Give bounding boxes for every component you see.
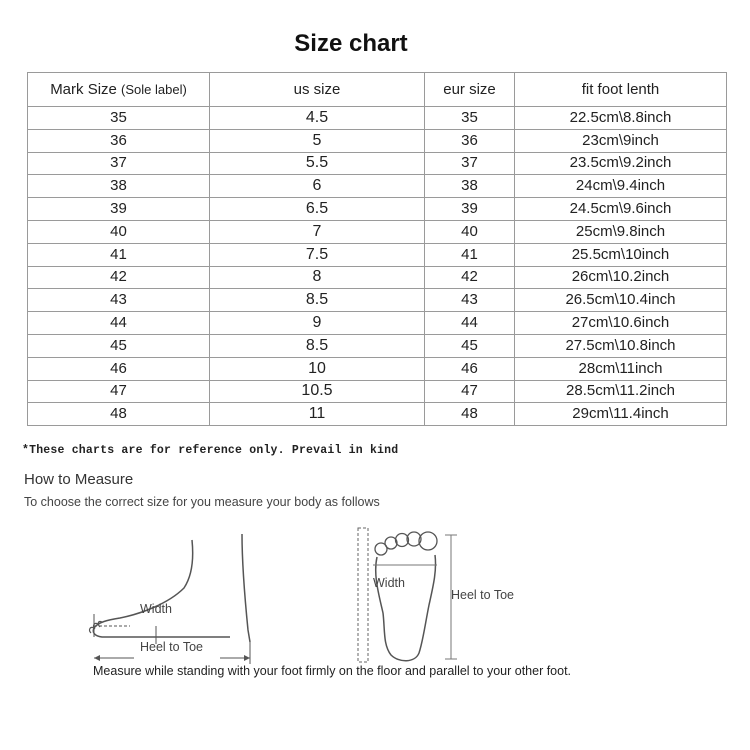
cell-fit-foot-length: 27.5cm\10.8inch	[515, 334, 727, 357]
header-sole-label: (Sole label)	[121, 81, 187, 97]
table-row	[28, 312, 727, 335]
table-row	[28, 152, 727, 175]
cell-fit-foot-length: 28.5cm\11.2inch	[515, 380, 727, 403]
cell-fit-foot-length: 24.5cm\9.6inch	[515, 198, 727, 221]
header-mark-size-label: Mark Size	[50, 80, 122, 98]
cell-us-size: 8	[210, 266, 425, 289]
cell-mark-size: 35	[28, 107, 210, 130]
table-row	[28, 107, 727, 130]
cell-mark-size: 40	[28, 220, 210, 243]
cell-eur-size: 47	[425, 380, 515, 403]
cell-us-size: 4.5	[210, 107, 425, 130]
cell-us-size: 6.5	[210, 198, 425, 221]
how-to-subtitle: To choose the correct size for you measure your body as follows	[24, 495, 380, 509]
cell-fit-foot-length: 26.5cm\10.4inch	[515, 289, 727, 312]
header-us-size: us size	[210, 73, 425, 107]
table-row	[28, 403, 727, 426]
cell-fit-foot-length: 25cm\9.8inch	[515, 220, 727, 243]
cell-eur-size: 36	[425, 129, 515, 152]
cell-fit-foot-length: 26cm\10.2inch	[515, 266, 727, 289]
page-title: Size chart	[294, 30, 408, 57]
cell-us-size: 6	[210, 175, 425, 198]
cell-mark-size: 45	[28, 334, 210, 357]
table-row	[28, 266, 727, 289]
sole-length-label: Heel to Toe	[451, 588, 515, 602]
cell-eur-size: 40	[425, 220, 515, 243]
cell-us-size: 7	[210, 220, 425, 243]
cell-us-size: 11	[210, 403, 425, 426]
table-row	[28, 198, 727, 221]
table-row	[28, 334, 727, 357]
cell-mark-size: 37	[28, 152, 210, 175]
table-row	[28, 175, 727, 198]
cell-us-size: 9	[210, 312, 425, 335]
cell-fit-foot-length: 22.5cm\8.8inch	[515, 107, 727, 130]
table-row	[28, 357, 727, 380]
sole-width-label: Width	[373, 576, 405, 590]
cell-mark-size: 48	[28, 403, 210, 426]
cell-mark-size: 47	[28, 380, 210, 403]
cell-mark-size: 43	[28, 289, 210, 312]
cell-us-size: 5.5	[210, 152, 425, 175]
cell-fit-foot-length: 25.5cm\10inch	[515, 243, 727, 266]
cell-mark-size: 39	[28, 198, 210, 221]
how-to-heading: How to Measure	[24, 471, 134, 488]
cell-fit-foot-length: 29cm\11.4inch	[515, 403, 727, 426]
side-length-label: Heel to Toe	[140, 640, 204, 654]
size-table	[27, 72, 727, 426]
cell-fit-foot-length: 27cm\10.6inch	[515, 312, 727, 335]
reference-note: *These charts are for reference only. Prevail in kind	[22, 444, 399, 457]
cell-fit-foot-length: 28cm\11inch	[515, 357, 727, 380]
cell-fit-foot-length: 24cm\9.4inch	[515, 175, 727, 198]
table-row	[28, 129, 727, 152]
table-row	[28, 220, 727, 243]
cell-mark-size: 46	[28, 357, 210, 380]
cell-eur-size: 48	[425, 403, 515, 426]
cell-eur-size: 45	[425, 334, 515, 357]
side-width-label: Width	[140, 602, 172, 616]
table-row	[28, 289, 727, 312]
table-row	[28, 380, 727, 403]
table-header-row	[28, 73, 727, 107]
cell-mark-size: 41	[28, 243, 210, 266]
cell-us-size: 10	[210, 357, 425, 380]
cell-eur-size: 35	[425, 107, 515, 130]
size-table-body	[28, 107, 727, 426]
header-eur-size: eur size	[425, 73, 515, 107]
cell-eur-size: 38	[425, 175, 515, 198]
cell-mark-size: 44	[28, 312, 210, 335]
cell-eur-size: 43	[425, 289, 515, 312]
header-mark-size	[28, 73, 210, 107]
header-fit-foot-length: fit foot lenth	[515, 73, 727, 107]
cell-eur-size: 39	[425, 198, 515, 221]
measure-caption: Measure while standing with your foot firmly on the floor and parallel to your other foot.	[93, 664, 572, 678]
cell-us-size: 5	[210, 129, 425, 152]
cell-us-size: 8.5	[210, 334, 425, 357]
cell-mark-size: 38	[28, 175, 210, 198]
cell-mark-size: 36	[28, 129, 210, 152]
cell-fit-foot-length: 23cm\9inch	[515, 129, 727, 152]
cell-eur-size: 46	[425, 357, 515, 380]
cell-us-size: 7.5	[210, 243, 425, 266]
cell-fit-foot-length: 23.5cm\9.2inch	[515, 152, 727, 175]
cell-eur-size: 41	[425, 243, 515, 266]
table-row	[28, 243, 727, 266]
cell-us-size: 8.5	[210, 289, 425, 312]
cell-eur-size: 37	[425, 152, 515, 175]
cell-us-size: 10.5	[210, 380, 425, 403]
cell-mark-size: 42	[28, 266, 210, 289]
cell-eur-size: 44	[425, 312, 515, 335]
cell-eur-size: 42	[425, 266, 515, 289]
